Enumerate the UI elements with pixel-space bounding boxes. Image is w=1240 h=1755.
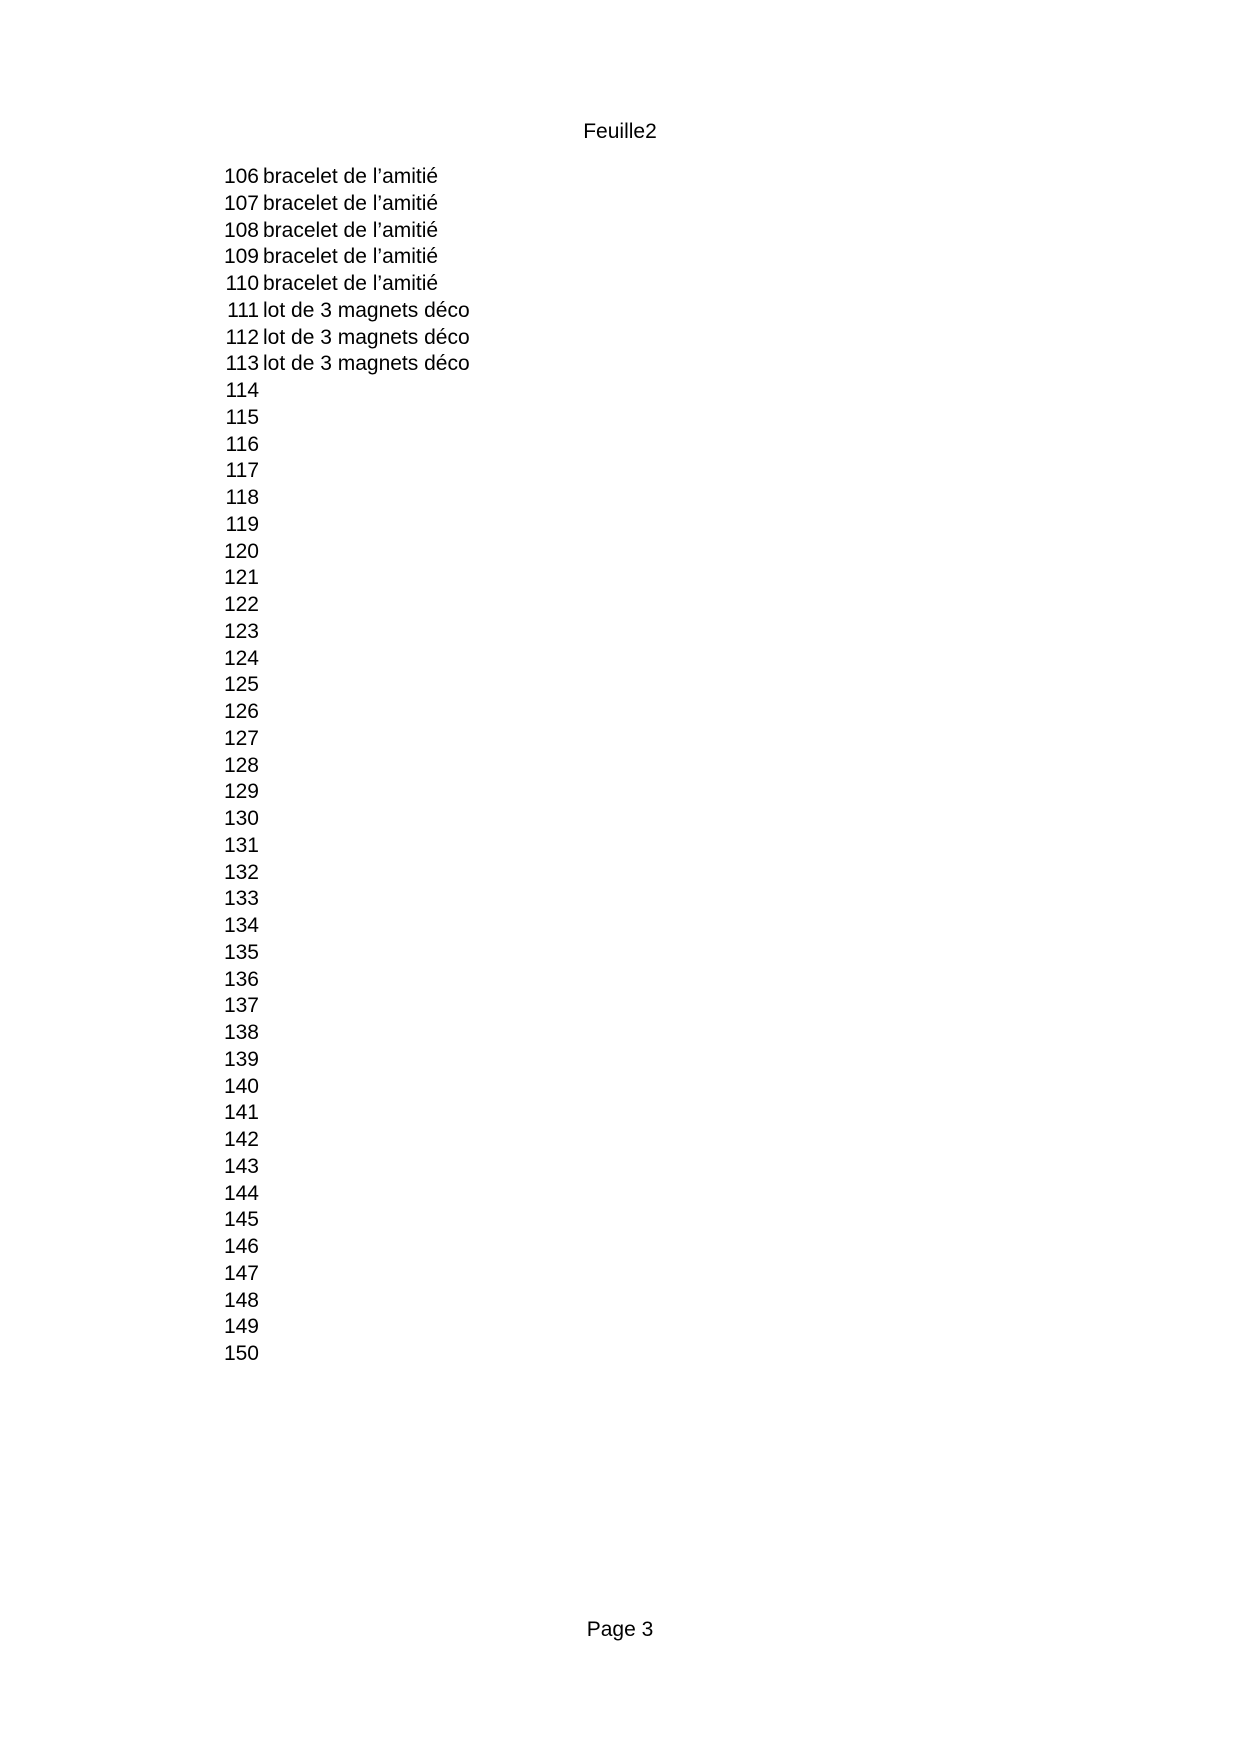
list-item (200, 325, 700, 352)
row-number: 125 (223, 673, 259, 697)
list-item (200, 378, 700, 405)
list-item (200, 993, 700, 1020)
list-item (200, 1074, 700, 1101)
list-item (200, 913, 700, 940)
row-number: 132 (223, 860, 259, 884)
row-label: bracelet de l’amitié (263, 272, 439, 295)
list-item (200, 833, 700, 860)
row-label: lot de 3 magnets déco (263, 298, 470, 322)
list-item (200, 940, 700, 967)
row-number: 113 (225, 352, 259, 376)
row-number: 123 (223, 619, 259, 643)
row-number: 112 (225, 325, 259, 349)
row-number: 108 (223, 218, 259, 242)
row-number: 142 (223, 1128, 259, 1151)
row-number: 146 (223, 1235, 259, 1258)
row-label: bracelet de l’amitié (263, 165, 439, 188)
list-item (200, 191, 700, 218)
row-number: 114 (225, 379, 259, 402)
list-item (200, 967, 700, 994)
row-number: 118 (225, 486, 259, 509)
row-number: 144 (223, 1181, 259, 1205)
row-number: 115 (225, 405, 259, 429)
row-number: 150 (223, 1342, 259, 1365)
row-number: 128 (223, 753, 259, 777)
row-number: 117 (225, 459, 259, 483)
list-item (200, 1181, 700, 1208)
list-item (200, 753, 700, 780)
row-number: 131 (223, 833, 259, 857)
row-number: 149 (223, 1315, 259, 1339)
row-number: 136 (223, 967, 259, 991)
row-number: 129 (223, 780, 259, 804)
sheet-title: Feuille2 (583, 120, 657, 143)
list-item (200, 539, 700, 566)
list-item (200, 646, 700, 673)
row-number: 116 (225, 432, 259, 456)
list-item (200, 351, 700, 378)
row-number: 126 (223, 700, 259, 723)
row-number: 147 (223, 1261, 259, 1285)
list-item (200, 860, 700, 887)
list-item (200, 512, 700, 539)
row-number: 107 (223, 191, 259, 215)
list-item (200, 1234, 700, 1261)
row-number: 106 (223, 165, 259, 188)
row-number: 139 (223, 1047, 259, 1071)
row-number: 121 (223, 566, 259, 590)
list-item (200, 1314, 700, 1341)
row-number: 138 (223, 1021, 259, 1044)
row-label: bracelet de l’amitié (263, 218, 439, 242)
list-item (200, 485, 700, 512)
list-item (200, 164, 700, 191)
list-item (200, 1341, 700, 1368)
row-number: 110 (225, 272, 259, 295)
list-item (200, 1127, 700, 1154)
row-number: 134 (223, 914, 259, 937)
list-item (200, 405, 700, 432)
row-number: 135 (223, 940, 259, 964)
item-list (200, 164, 700, 1368)
row-label: lot de 3 magnets déco (263, 325, 470, 349)
list-item (200, 565, 700, 592)
list-item (200, 432, 700, 459)
row-label: bracelet de l’amitié (263, 245, 439, 269)
row-label: lot de 3 magnets déco (263, 352, 470, 376)
row-number: 130 (223, 807, 259, 830)
list-item (200, 1047, 700, 1074)
row-number: 119 (225, 512, 259, 536)
list-item (200, 806, 700, 833)
list-item (200, 1100, 700, 1127)
list-item (200, 592, 700, 619)
row-label: bracelet de l’amitié (263, 191, 439, 215)
list-item (200, 458, 700, 485)
row-number: 124 (223, 646, 259, 670)
row-number: 137 (223, 994, 259, 1018)
list-item (200, 1207, 700, 1234)
list-item (200, 218, 700, 245)
row-number: 148 (223, 1288, 259, 1312)
list-item (200, 244, 700, 271)
row-number: 133 (223, 887, 259, 911)
list-item (200, 779, 700, 806)
list-item (200, 726, 700, 753)
page-number: Page 3 (586, 1618, 654, 1641)
row-number: 127 (223, 726, 259, 750)
row-number: 122 (223, 593, 259, 616)
list-item (200, 619, 700, 646)
list-item (200, 271, 700, 298)
row-number: 141 (223, 1101, 259, 1125)
list-item (200, 1154, 700, 1181)
list-item (200, 1261, 700, 1288)
list-item (200, 886, 700, 913)
list-item (200, 672, 700, 699)
list-item (200, 1020, 700, 1047)
row-number: 140 (223, 1074, 259, 1098)
list-item (200, 699, 700, 726)
list-item (200, 1288, 700, 1315)
row-number: 143 (223, 1154, 259, 1178)
row-number: 111 (227, 298, 259, 322)
row-number: 109 (223, 245, 259, 269)
row-number: 120 (223, 539, 259, 563)
list-item (200, 298, 700, 325)
row-number: 145 (223, 1208, 259, 1232)
